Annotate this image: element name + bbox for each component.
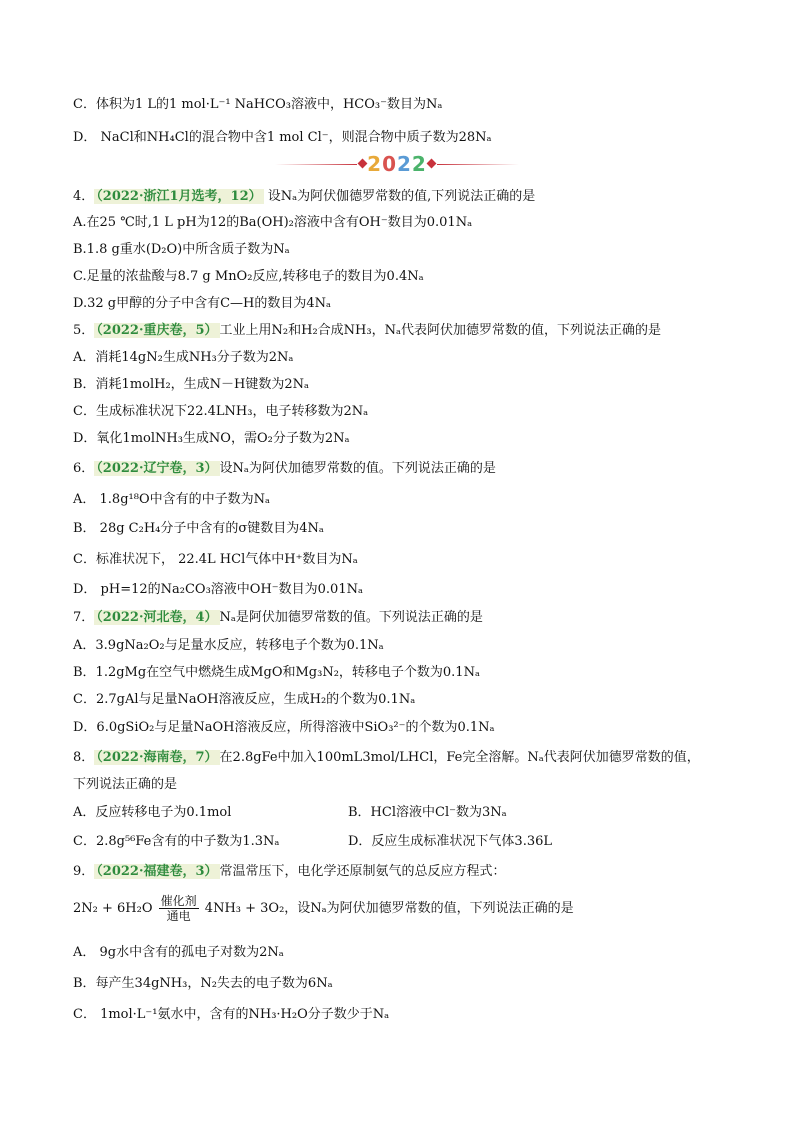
q5-option-c: C．生成标准状况下22.4LNH₃，电子转移数为2Nₐ <box>73 404 369 419</box>
option-a-text: A．反应转移电子为0.1mol <box>73 805 232 820</box>
q7-option-d: D．6.0gSiO₂与足量NaOH溶液反应，所得溶液中SiO₃²⁻的个数为0.1Nₐ <box>73 720 495 735</box>
question-text: Nₐ是阿伏加德罗常数的值。下列说法正确的是 <box>219 610 483 625</box>
equation-conditions <box>159 894 199 923</box>
q6-option-d: D． pH=12的Na₂CO₃溶液中OH⁻数目为0.01Nₐ <box>73 582 363 597</box>
year-label <box>367 152 427 176</box>
question-text: 常温常压下，电化学还原制氨气的总反应方程式： <box>219 864 506 879</box>
q4-option-c: C.足量的浓盐酸与8.7 g MnO₂反应,转移电子的数目为0.4Nₐ <box>73 269 424 284</box>
q8-option-d: D．反应生成标准状况下气体3.36L <box>348 834 553 849</box>
question-number: 9． <box>73 864 95 879</box>
q7-option-c: C．2.7gAl与足量NaOH溶液反应，生成H₂的个数为0.1Nₐ <box>73 692 416 707</box>
q8-option-b: B．HCl溶液中Cl⁻数为3Nₐ <box>348 805 507 820</box>
question-number: 5． <box>73 323 95 338</box>
equation-electrolysis: 通电 <box>166 909 191 923</box>
question-text: 在2.8gFe中加入100mL3mol/LHCl，Fe完全溶解。Nₐ代表阿伏加德罗常数的值， <box>219 750 700 765</box>
q5-option-d: D．氧化1molNH₃生成NO，需O₂分子数为2Nₐ <box>73 431 350 446</box>
q9-option-b: B．每产生34gNH₃，N₂失去的电子数为6Nₐ <box>73 976 333 991</box>
question-text: 工业上用N₂和H₂合成NH₃，Nₐ代表阿伏加德罗常数的值，下列说法正确的是 <box>219 323 661 338</box>
year-digit: 0 <box>382 152 397 176</box>
question-number: 8． <box>73 750 95 765</box>
source-tag: （2022·河北卷，4） <box>96 610 218 625</box>
option-c-text: C．2.8g⁵⁶Fe含有的中子数为1.3Nₐ <box>73 834 280 849</box>
year-digit: 2 <box>367 152 383 176</box>
q6-option-a: A． 1.8g¹⁸O中含有的中子数为Nₐ <box>73 492 270 507</box>
q4-option-b: B.1.8 g重水(D₂O)中所含质子数为Nₐ <box>73 242 290 257</box>
source-tag: （2022·浙江1月选考，12） <box>96 189 262 204</box>
divider-dot-right <box>427 159 437 169</box>
question-number: 7． <box>73 610 95 625</box>
option-d-prev: D． NaCl和NH₄Cl的混合物中含1 mol Cl⁻，则混合物中质子数为28Nₐ <box>73 130 492 145</box>
source-tag: （2022·辽宁卷，3） <box>96 461 218 476</box>
question-text: 设Nₐ为阿伏加德罗常数的值。下列说法正确的是 <box>219 461 496 476</box>
q5-option-b: B．消耗1molH₂，生成N－H键数为2Nₐ <box>73 377 310 392</box>
question-6-stem <box>73 460 496 478</box>
divider-dot-left <box>358 159 368 169</box>
q4-option-d: D.32 g甲醇的分子中含有C—H的数目为4Nₐ <box>73 296 332 311</box>
question-7-stem <box>73 609 483 627</box>
equation-products: 4NH₃ + 3O₂ <box>204 901 285 916</box>
question-text: 设Nₐ为阿伏伽德罗常数的值,下列说法正确的是 <box>267 189 536 204</box>
equation-catalyst: 催化剂 <box>160 894 197 908</box>
question-4-stem <box>73 188 535 206</box>
source-tag: （2022·海南卷，7） <box>96 750 218 765</box>
q9-option-c: C． 1mol·L⁻¹氨水中，含有的NH₃·H₂O分子数少于Nₐ <box>73 1007 390 1022</box>
q6-option-c: C．标准状况下， 22.4L HCl气体中H⁺数目为Nₐ <box>73 552 358 567</box>
question-number: 4． <box>73 189 95 204</box>
divider-rule-right <box>437 164 519 165</box>
year-divider <box>275 152 519 178</box>
q9-equation <box>73 894 574 923</box>
question-8-stem <box>73 749 700 767</box>
option-c-prev: C．体积为1 L的1 mol·L⁻¹ NaHCO₃溶液中，HCO₃⁻数目为Nₐ <box>73 97 443 112</box>
source-tag: （2022·福建卷，3） <box>96 864 218 879</box>
question-text: ，设Nₐ为阿伏加德罗常数的值，下列说法正确的是 <box>284 901 574 916</box>
equation-reactants: 2N₂ + 6H₂O <box>73 901 153 916</box>
question-9-stem <box>73 863 506 881</box>
q6-option-b: B． 28g C₂H₄分子中含有的σ键数目为4Nₐ <box>73 521 324 536</box>
q5-option-a: A．消耗14gN₂生成NH₃分子数为2Nₐ <box>73 350 294 365</box>
year-digit: 2 <box>411 152 427 176</box>
source-tag: （2022·重庆卷，5） <box>96 323 218 338</box>
q4-option-a: A.在25 ℃时,1 L pH为12的Ba(OH)₂溶液中含有OH⁻数目为0.01Nₐ <box>73 215 473 230</box>
q8-option-a <box>73 804 507 822</box>
divider-rule-left <box>275 164 357 165</box>
year-digit: 2 <box>397 152 412 176</box>
q9-option-a: A． 9g水中含有的孤电子对数为2Nₐ <box>73 945 284 960</box>
q8-option-c <box>73 833 553 851</box>
question-number: 6． <box>73 461 95 476</box>
question-5-stem <box>73 322 661 340</box>
q7-option-b: B．1.2gMg在空气中燃烧生成MgO和Mg₃N₂，转移电子个数为0.1Nₐ <box>73 665 480 680</box>
q7-option-a: A．3.9gNa₂O₂与足量水反应，转移电子个数为0.1Nₐ <box>73 638 384 653</box>
question-8-stem-cont: 下列说法正确的是 <box>73 777 178 792</box>
